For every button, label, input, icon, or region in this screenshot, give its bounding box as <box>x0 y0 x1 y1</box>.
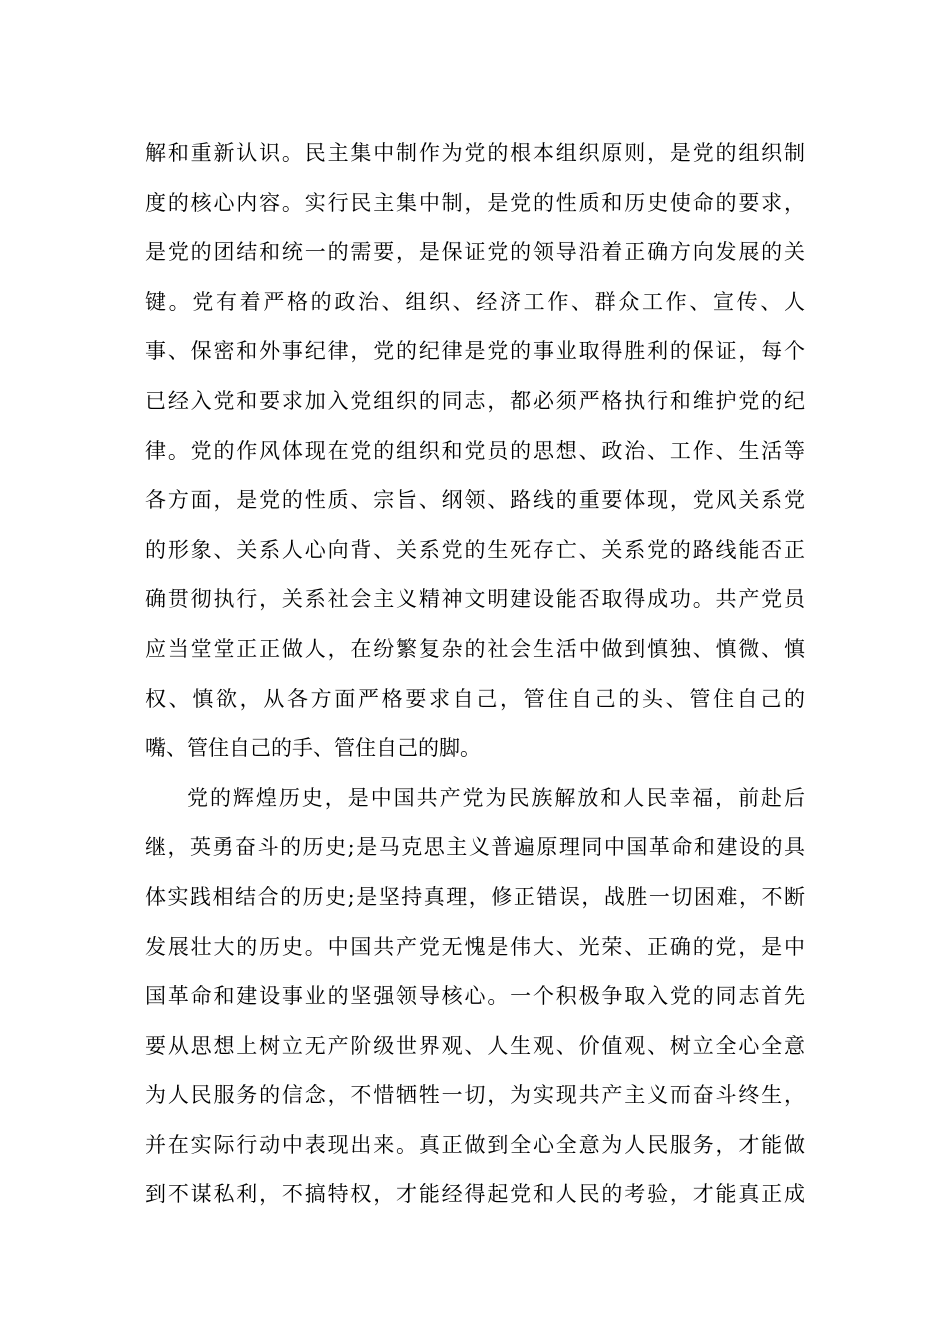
text-line: 键。党有着严格的政治、组织、经济工作、群众工作、宣传、人 <box>145 289 805 314</box>
text-line: 各方面，是党的性质、宗旨、纲领、路线的重要体现，党风关系党 <box>145 488 805 513</box>
text-line: 应当堂堂正正做人，在纷繁复杂的社会生活中做到慎独、慎微、慎 <box>145 636 805 661</box>
text-line: 国革命和建设事业的坚强领导核心。一个积极争取入党的同志首先 <box>145 984 805 1009</box>
text-line: 律。党的作风体现在党的组织和党员的思想、政治、工作、生活等 <box>145 438 805 463</box>
paragraph-1 <box>145 129 805 774</box>
text-line: 已经入党和要求加入党组织的同志，都必须严格执行和维护党的纪 <box>145 388 805 413</box>
text-line: 到不谋私利，不搞特权，才能经得起党和人民的考验，才能真正成 <box>145 1182 805 1207</box>
text-line: 是党的团结和统一的需要，是保证党的领导沿着正确方向发展的关 <box>145 240 805 265</box>
text-line: 继，英勇奋斗的历史;是马克思主义普遍原理同中国革命和建设的具 <box>145 835 805 860</box>
text-line: 度的核心内容。实行民主集中制，是党的性质和历史使命的要求， <box>145 190 805 215</box>
paragraph-2 <box>145 774 805 1220</box>
text-line: 为人民服务的信念，不惜牺牲一切，为实现共产主义而奋斗终生， <box>145 1083 805 1108</box>
text-line-indented: 党的辉煌历史，是中国共产党为民族解放和人民幸福，前赴后 <box>187 785 805 810</box>
text-line: 确贯彻执行，关系社会主义精神文明建设能否取得成功。共产党员 <box>145 587 805 612</box>
text-line: 要从思想上树立无产阶级世界观、人生观、价值观、树立全心全意 <box>145 1033 805 1058</box>
text-line: 嘴、管住自己的手、管住自己的脚。 <box>145 736 481 761</box>
text-line: 的形象、关系人心向背、关系党的生死存亡、关系党的路线能否正 <box>145 537 805 562</box>
text-line: 解和重新认识。民主集中制作为党的根本组织原则，是党的组织制 <box>145 141 805 165</box>
text-line: 权、慎欲，从各方面严格要求自己，管住自己的头、管住自己的 <box>145 686 805 711</box>
text-line: 发展壮大的历史。中国共产党无愧是伟大、光荣、正确的党，是中 <box>145 934 805 959</box>
text-line: 事、保密和外事纪律，党的纪律是党的事业取得胜利的保证，每个 <box>145 339 805 364</box>
text-line: 体实践相结合的历史;是坚持真理，修正错误，战胜一切困难，不断 <box>145 884 805 909</box>
document-body <box>145 129 805 1220</box>
text-line: 并在实际行动中表现出来。真正做到全心全意为人民服务，才能做 <box>145 1132 805 1157</box>
